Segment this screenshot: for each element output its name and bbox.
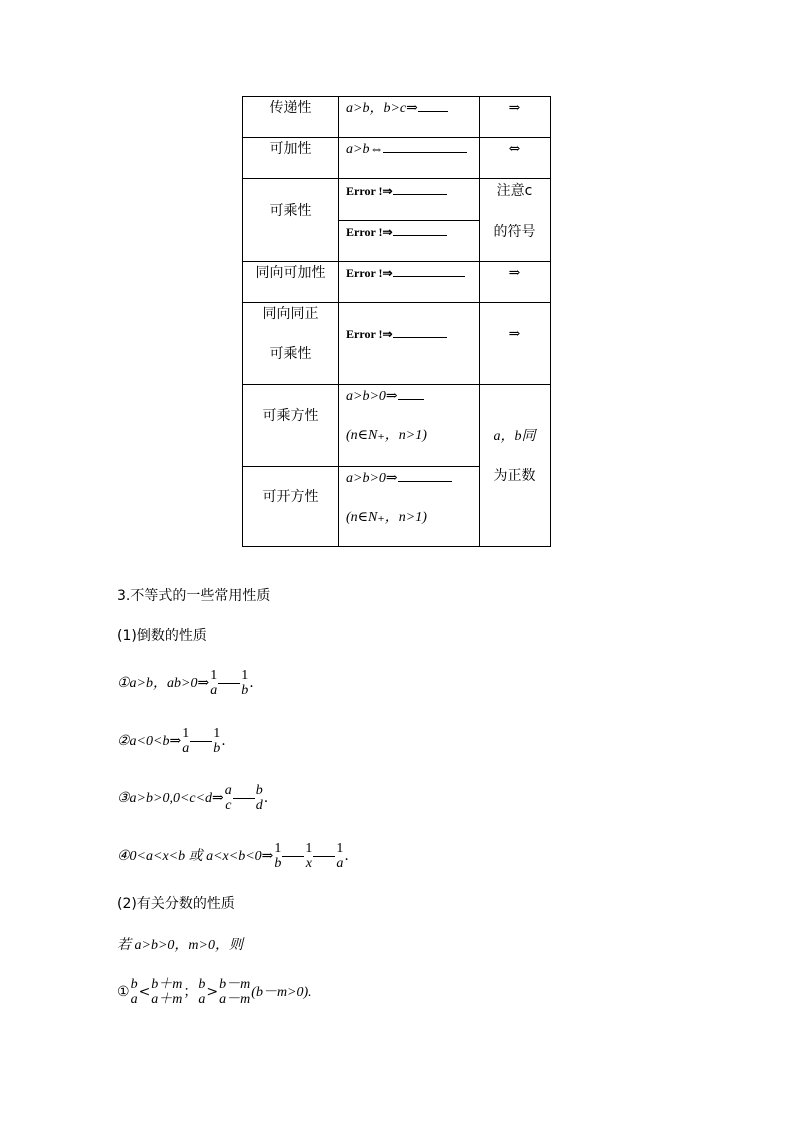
row-name: 同向可加性	[255, 265, 326, 281]
row-condition: ⇒	[508, 100, 521, 116]
answer-blank	[190, 740, 212, 742]
formula-text: a>b>0⇒	[346, 471, 398, 486]
fraction: 1 a	[336, 841, 344, 871]
property-item-4: ④0<a<x<b 或 a<x<b<0⇒ 1 b 1 x 1 a .	[117, 841, 349, 871]
row-formula	[346, 223, 447, 241]
row-name: 可乘性	[269, 346, 312, 362]
fraction: b a	[198, 977, 206, 1007]
item-text: ①a>b，ab>0⇒	[117, 676, 210, 691]
subrow-divider	[243, 466, 479, 467]
answer-blank	[233, 797, 255, 799]
fraction: 1 x	[305, 841, 313, 871]
fraction: b－m a－m	[219, 977, 251, 1007]
answer-blank	[398, 469, 452, 482]
fraction: b a	[130, 977, 138, 1007]
formula-text: a>b，b>c⇒	[346, 101, 418, 116]
item-tail: (b－m>0).	[251, 985, 312, 1000]
row-name: 可乘方性	[262, 408, 319, 424]
fraction: 1 b	[241, 668, 249, 698]
answer-blank	[313, 855, 335, 857]
fraction: 1 b	[213, 726, 221, 756]
formula-text: Error !⇒	[346, 266, 393, 280]
fraction: a c	[224, 783, 232, 813]
answer-blank	[398, 387, 424, 400]
subrow-divider	[338, 220, 479, 221]
answer-blank	[393, 223, 447, 236]
property-item-5: ① b a < b＋m a＋m ； b a > b－m a－m (b－m>0).	[117, 977, 312, 1007]
row-formula	[346, 99, 448, 118]
answer-blank	[393, 182, 447, 195]
row-formula	[346, 387, 424, 406]
row-divider	[243, 384, 550, 385]
row-divider	[243, 137, 550, 138]
properties-table	[242, 96, 551, 547]
answer-blank	[282, 855, 304, 857]
row-divider	[243, 261, 550, 262]
property-item-3: ③a>b>0,0<c<d⇒ a c b d .	[117, 783, 269, 813]
fraction: 1 b	[274, 841, 282, 871]
row-divider	[243, 302, 550, 303]
row-condition: ⇒	[508, 326, 521, 342]
row-note: (n∈N₊，n>1)	[346, 428, 427, 443]
formula-text: a>b⇔	[346, 142, 384, 157]
row-condition: 为正数	[493, 468, 536, 484]
col-divider-1	[338, 97, 339, 546]
row-condition	[479, 427, 550, 446]
fraction: 1 a	[182, 726, 190, 756]
row-formula	[346, 182, 447, 200]
row-name: 可加性	[269, 141, 312, 157]
row-note: (n∈N₊，n>1)	[346, 510, 427, 525]
property-item-2: ②a<0<b⇒ 1 a 1 b .	[117, 726, 226, 756]
row-condition: ⇔	[508, 141, 521, 157]
condition-text: 若 a>b>0，m>0，则	[117, 938, 243, 953]
condition-line: a，b同	[493, 429, 536, 444]
fraction: b＋m a＋m	[151, 977, 183, 1007]
separator: ；	[183, 984, 198, 1000]
row-name: 可开方性	[262, 489, 319, 505]
row-divider	[243, 178, 550, 179]
answer-blank	[383, 140, 467, 153]
answer-blank	[218, 682, 240, 684]
answer-blank	[418, 99, 448, 112]
row-name: 传递性	[269, 100, 312, 116]
row-formula	[346, 325, 447, 343]
formula-text: a>b>0⇒	[346, 389, 398, 404]
formula-text: Error !⇒	[346, 184, 393, 198]
condition-line	[117, 935, 243, 956]
subsection-title: (2)有关分数的性质	[117, 896, 235, 912]
row-condition: 的符号	[493, 224, 536, 240]
row-formula	[346, 469, 452, 488]
item-text: ④0<a<x<b 或 a<x<b<0⇒	[117, 849, 274, 864]
answer-blank	[393, 325, 447, 338]
subsection-title: (1)倒数的性质	[117, 628, 207, 644]
fraction: b d	[255, 783, 263, 813]
answer-blank	[393, 264, 465, 277]
section-title: 3.不等式的一些常用性质	[117, 588, 271, 604]
formula-text: Error !⇒	[346, 327, 393, 341]
item-text: ②a<0<b⇒	[117, 734, 182, 749]
row-formula	[346, 264, 465, 282]
formula-text: Error !⇒	[346, 225, 393, 239]
item-text: ③a>b>0,0<c<d⇒	[117, 791, 224, 806]
row-formula	[346, 140, 467, 159]
fraction: 1 a	[210, 668, 218, 698]
row-condition: ⇒	[508, 265, 521, 281]
row-condition: 注意c	[496, 183, 533, 199]
row-name: 同向同正	[262, 306, 319, 322]
property-item-1: ①a>b，ab>0⇒ 1 a 1 b .	[117, 668, 254, 698]
row-name: 可乘性	[269, 203, 312, 219]
